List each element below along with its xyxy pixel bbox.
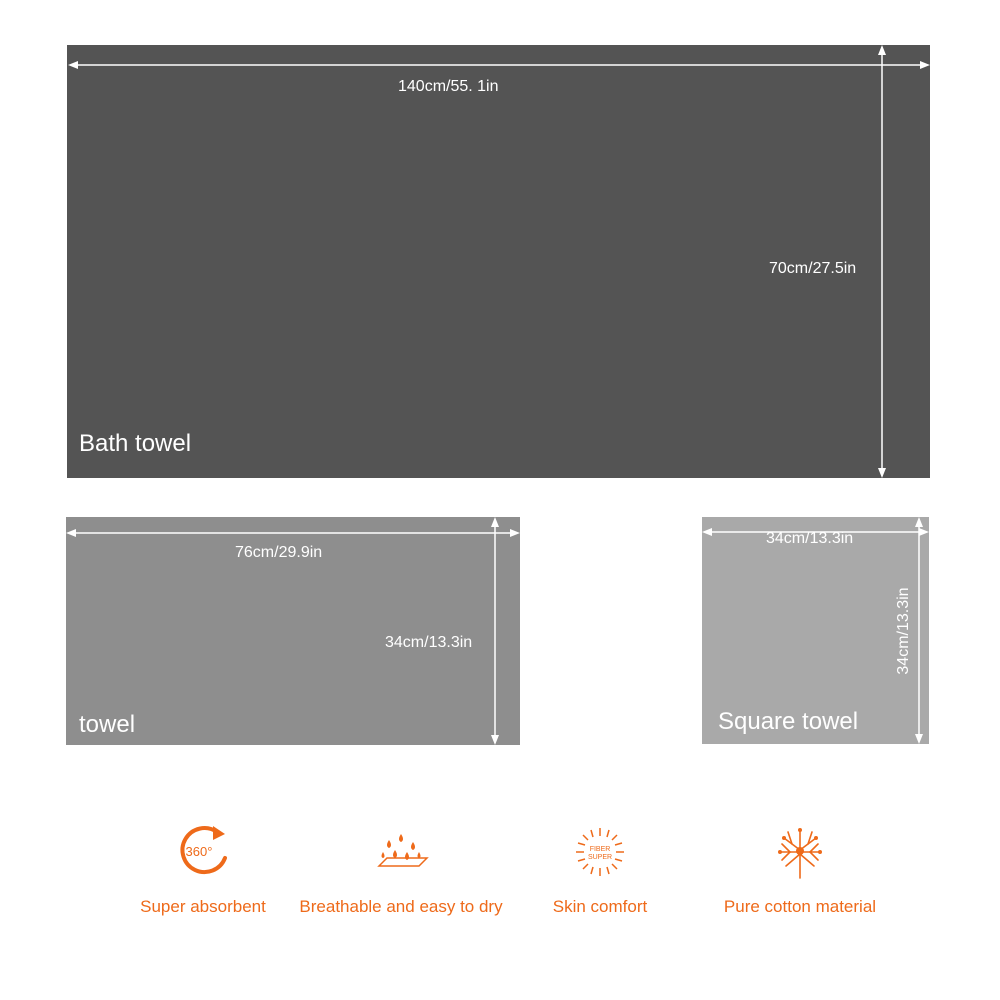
fiber-super-icon <box>570 822 630 882</box>
bath-towel-name: Bath towel <box>79 430 192 457</box>
cotton-plant-icon <box>770 822 830 882</box>
bath-height-arrow <box>878 45 886 478</box>
square-width-arrow <box>702 528 929 536</box>
square-height-arrow <box>915 517 923 744</box>
fiber-text: FIBER <box>589 846 611 853</box>
hand-towel-name: towel <box>79 711 136 738</box>
feature-skin-comfort <box>530 810 670 940</box>
bath-width-arrow <box>68 61 930 69</box>
square-towel-height-label: 34cm/13.3in <box>895 587 912 675</box>
hand-towel-height-label: 34cm/13.3in <box>385 634 473 651</box>
feature-breathable <box>286 810 516 940</box>
hand-width-arrow <box>66 529 520 537</box>
super-text: SUPER <box>587 854 613 861</box>
rotation-360-text: 360° <box>185 844 213 859</box>
bath-towel-height-label: 70cm/27.5in <box>769 260 857 277</box>
water-drops-icon <box>371 822 431 882</box>
rotation-360-icon <box>173 822 233 882</box>
feature-label: Pure cotton material <box>723 897 877 916</box>
hand-height-arrow <box>491 517 499 745</box>
square-towel-name: Square towel <box>718 708 859 735</box>
square-towel-width-label: 34cm/13.3in <box>766 530 854 547</box>
feature-label: Skin comfort <box>552 897 648 916</box>
feature-row <box>0 810 1000 940</box>
hand-towel-width-label: 76cm/29.9in <box>235 544 323 561</box>
feature-super-absorbent <box>128 810 278 940</box>
feature-label: Super absorbent <box>140 897 266 916</box>
bath-towel-width-label: 140cm/55. 1in <box>398 78 499 95</box>
feature-pure-cotton <box>710 810 890 940</box>
feature-label: Breathable and easy to dry <box>299 897 503 916</box>
